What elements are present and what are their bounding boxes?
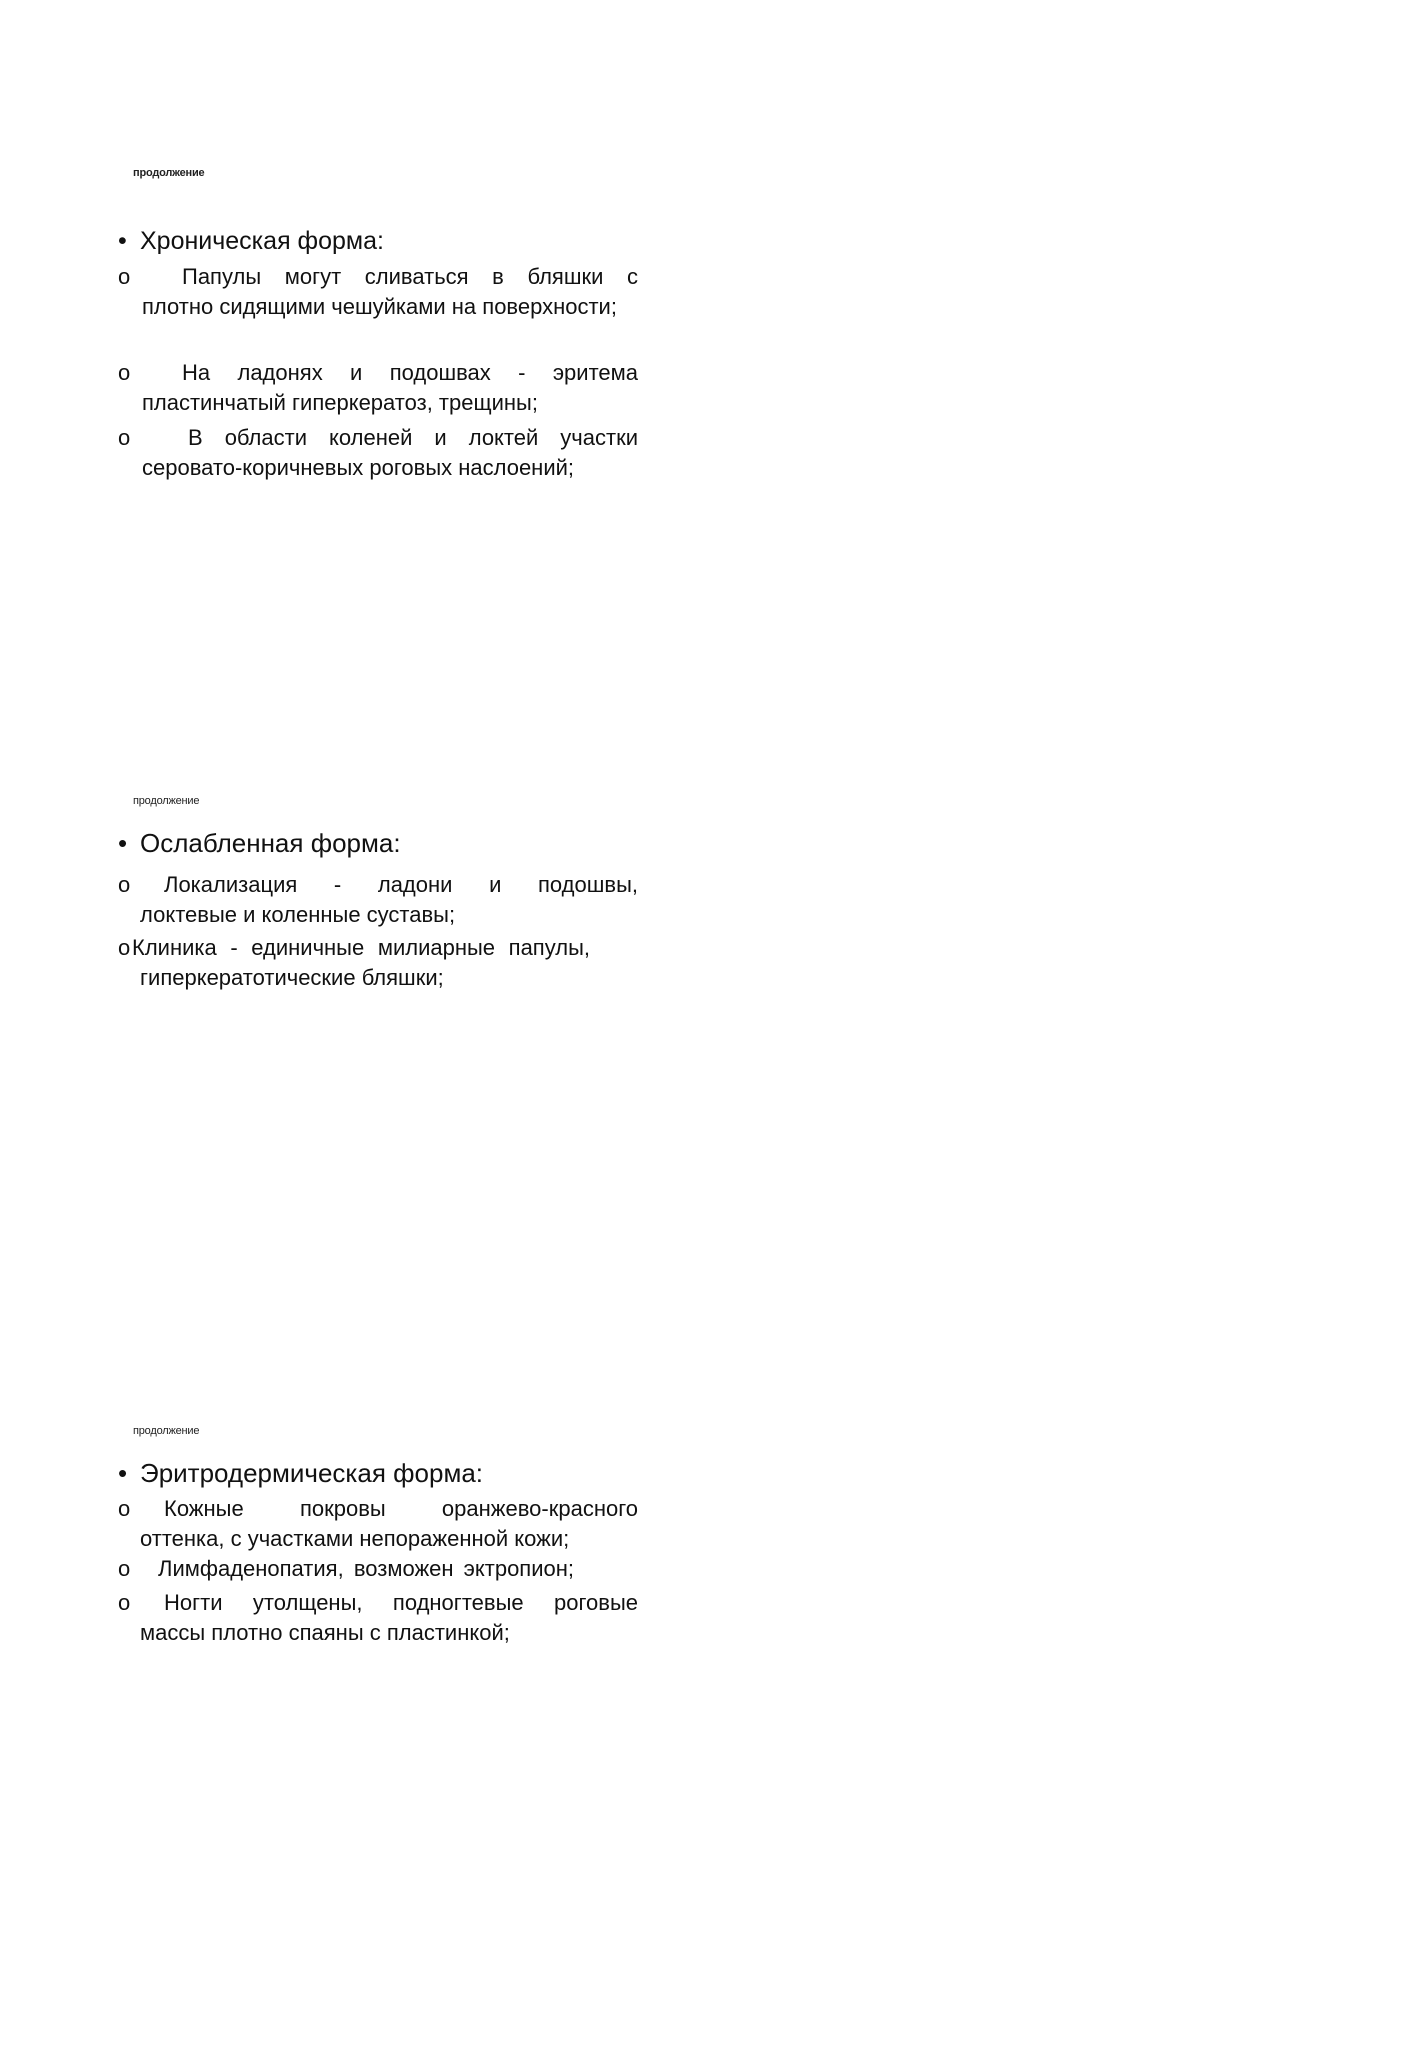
list-item [118,1494,638,1554]
heading-bullet: • [118,828,128,858]
list-item-text: Ногти утолщены, подногтевые роговые массы плотно спаяны с пластинкой; [140,1590,638,1645]
section-heading [118,226,384,256]
list-item [118,870,638,930]
slide-caption: продолжение [133,1425,200,1437]
heading-bullet: • [118,227,127,255]
slide-caption: продолжение [133,795,200,807]
list-item-text: Папулы могут сливаться в бляшки с плотно сидящими чешуйками на поверхности; [142,264,638,319]
list-item-text: На ладонях и подошвах - эритема пластинчатый гиперкератоз, трещины; [142,360,638,415]
heading-text: Хроническая форма: [140,227,384,255]
section-heading [118,828,401,858]
list-marker: o [118,935,131,960]
list-item-text: Клиника - единичные милиарные папулы, гиперкератотические бляшки; [132,935,590,990]
slide-caption: продолжение [133,167,205,179]
list-marker: o [118,264,131,289]
list-item [118,358,638,418]
list-item [118,933,590,993]
list-marker: o [118,360,131,385]
list-marker: o [118,1590,131,1615]
list-item-text: В области коленей и локтей участки серовато-коричневых роговых наслоений; [142,425,638,480]
list-marker: o [118,872,131,897]
heading-text: Ослабленная форма: [140,828,401,858]
list-marker: o [118,425,131,450]
list-item [118,423,638,483]
list-item-text: Локализация - ладони и подошвы, локтевые и коленные суставы; [140,872,638,927]
list-marker: o [118,1496,131,1521]
list-item-text: Лимфаденопатия, возможен эктропион; [158,1556,574,1581]
list-item [118,1588,638,1648]
list-item [118,1554,638,1584]
list-item [118,262,638,322]
list-item-text: Кожные покровы оранжево-красного оттенка, с участками непораженной кожи; [140,1496,638,1551]
heading-text: Эритродермическая форма: [140,1458,484,1488]
list-marker: o [118,1556,131,1581]
section-heading [118,1458,483,1488]
heading-bullet: • [118,1458,128,1488]
